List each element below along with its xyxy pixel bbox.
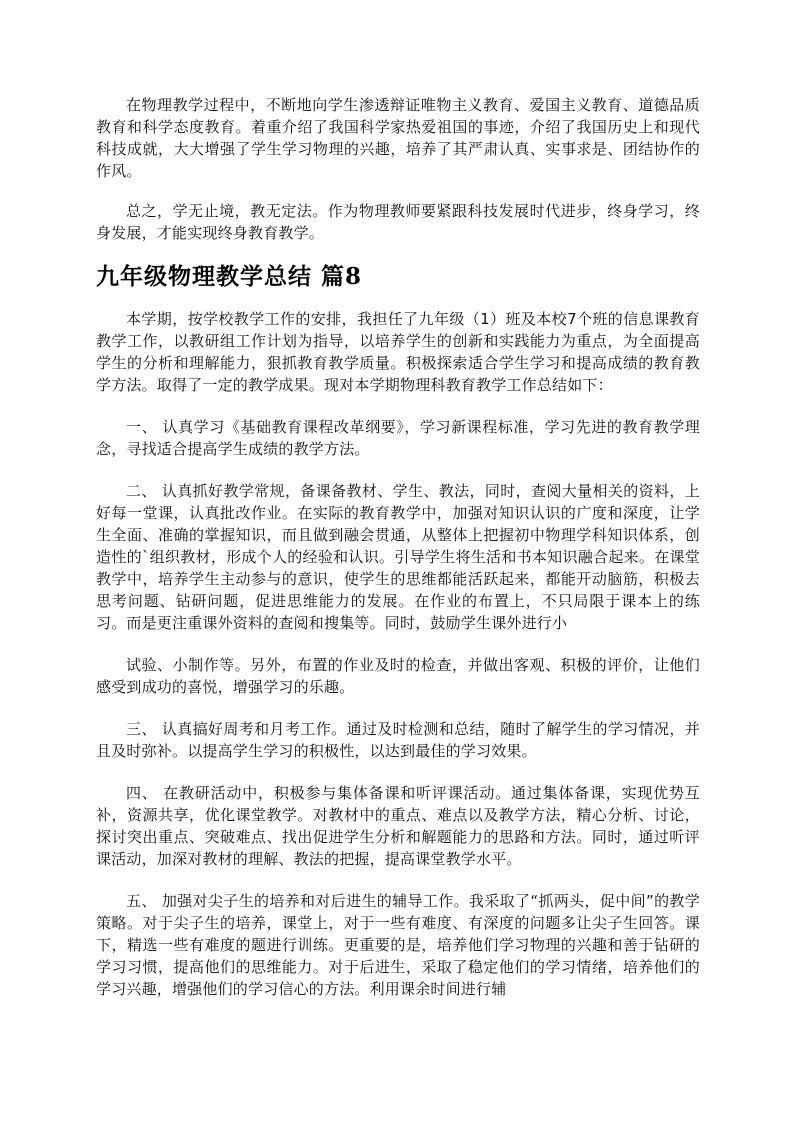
body-paragraph: 三、 认真搞好周考和月考工作。通过及时检测和总结，随时了解学生的学习情况，并且及时弥补。以提高学生学习的积极性，以达到最佳的学习效果。 — [96, 720, 700, 760]
body-paragraph: 试验、小制作等。另外，布置的作业及时的检查，并做出客观、积极的评价，让他们感受到成功的喜悦，增强学习的乐趣。 — [96, 656, 700, 696]
document-page — [96, 94, 700, 1000]
body-paragraph: 一、 认真学习《基础教育课程改革纲要》，学习新课程标准，学习先进的教育教学理念，寻找适合提高学生成绩的教学方法。 — [96, 418, 700, 458]
body-paragraph: 五、 加强对尖子生的培养和对后进生的辅导工作。我采取了“抓两头，促中间”的教学策略。对于尖子生的培养，课堂上，对于一些有难度、有深度的问题多让尖子生回答。课下，精选一些有难度的题进行训练。更重要的是，培养他们学习物理的兴趣和善于钻研的学习习惯，提高他们的思维能力。对于后进生，采取了稳定他们的学习情绪，培养他们的学习兴趣，增强他们的学习信心的方法。利用课余时间进行辅 — [96, 892, 700, 998]
section-heading: 九年级物理教学总结 篇8 — [96, 263, 363, 290]
body-paragraph: 四、 在教研活动中，积极参与集体备课和听评课活动。通过集体备课，实现优势互补，资源共享，优化课堂教学。对教材中的重点、难点以及教学方法，精心分析、讨论，探讨突出重点、突破难点、找出促进学生分析和解题能力的思路和方法。同时，通过听评课活动，加深对教材的理解、教法的把握，提高课堂教学水平。 — [96, 784, 700, 868]
body-paragraph: 总之，学无止境，教无定法。作为物理教师要紧跟科技发展时代进步，终身学习，终身发展，才能实现终身教育教学。 — [96, 202, 700, 242]
body-paragraph: 二、 认真抓好教学常规，备课备教材、学生、教法，同时，查阅大量相关的资料，上好每一堂课，认真批改作业。在实际的教育教学中，加强对知识认识的广度和深度，让学生全面、准确的掌握知识，而且做到融会贯通，从整体上把握初中物理学科知识体系，创造性的`组织教材，形成个人的经验和认识。引导学生将生活和书本知识融合起来。在课堂教学中，培养学生主动参与的意识，使学生的思维都能活跃起来，都能开动脑筋，积极去思考问题、钻研问题，促进思维能力的发展。在作业的布置上，不只局限于课本上的练习。而是更注重课外资料的查阅和搜集等。同时，鼓励学生课外进行小 — [96, 482, 700, 632]
body-paragraph: 在物理教学过程中，不断地向学生渗透辩证唯物主义教育、爱国主义教育、道德品质教育和科学态度教育。着重介绍了我国科学家热爱祖国的事迹，介绍了我国历史上和现代科技成就，大大增强了学生学习物理的兴趣，培养了其严肃认真、实事求是、团结协作的作风。 — [96, 96, 700, 180]
body-paragraph: 本学期，按学校教学工作的安排，我担任了九年级（1）班及本校7个班的信息课教育教学工作，以教研组工作计划为指导，以培养学生的创新和实践能力为重点，为全面提高学生的分析和理解能力，狠抓教育教学质量。积极探索适合学生学习和提高成绩的教育教学方法。取得了一定的教学成果。现对本学期物理科教育教学工作总结如下： — [96, 310, 700, 394]
